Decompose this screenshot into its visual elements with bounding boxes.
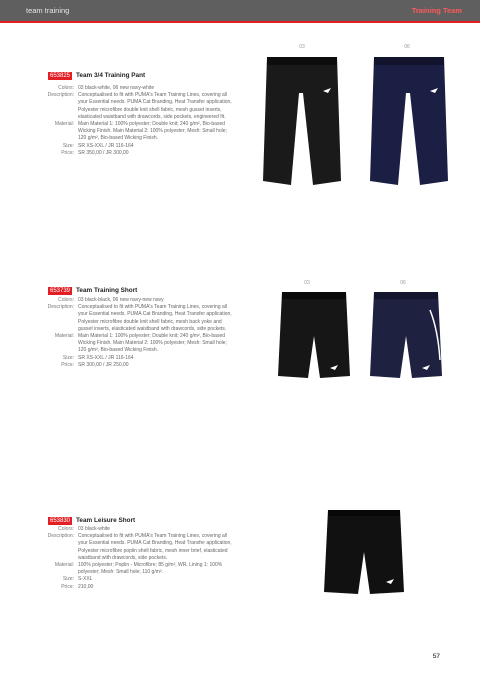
- product-specs: [0, 526, 233, 591]
- spec-size: Size: S-XXL: [62, 576, 93, 583]
- product-code: 653830: [50, 518, 71, 524]
- pant-navy-image: [368, 53, 450, 191]
- section-title: team training: [26, 6, 70, 15]
- header-divider: [0, 21, 480, 23]
- top-bar: [0, 0, 480, 22]
- pant-black-image: [261, 53, 343, 191]
- product-name: Team Training Short: [76, 287, 138, 294]
- spec-description: Description: Conceptualised to fit with PUMA's Team Training Lines, covering all your Essential needs. PUMA Cat Branding, Heat Transfer application, Polyester microfibre poplin shell fabric, mesh inner brief, elasticated waistband with drawcords, side pockets.: [47, 533, 232, 561]
- spec-description: Description: Conceptualised to fit with PUMA's Team Training Lines, covering all your Essential needs. PUMA Cat Branding, Heat Transfer application, Polyester microfibre double knit shell fabric, mesh back yoke and gusset inserts, elasticated waistband with drawcords, side pockets.: [47, 304, 232, 332]
- product-specs: [0, 297, 233, 369]
- spec-price: Price: SR 300,00 / JR 250,00: [61, 361, 129, 368]
- spec-description: Description: Conceptualised to fit with PUMA's Team Training Lines, covering all your Essential needs. PUMA Cat Branding, Heat Transfer application, Polyester microfibre double knit shell fabric, mesh gusset inserts, elasticated waistband with drawcords, side pockets, engineered fit.: [47, 92, 232, 120]
- spec-size: Size: SR XS-XXL / JR 116-164: [62, 354, 134, 361]
- variant-label: 03: [299, 44, 305, 50]
- category-title: Training Team: [411, 6, 462, 15]
- page-number: 57: [432, 653, 440, 660]
- product-name: Team 3/4 Training Pant: [76, 72, 146, 79]
- product-specs: [0, 85, 233, 157]
- spec-material: Material: 100% polyester; Poplin - Microfibre; 85 g/m², WR. Lining 1: 100% polyester; Mesh: Small hole; 110 g/m².: [54, 562, 223, 576]
- leisure-short-image: [322, 508, 406, 598]
- short-black-image: [276, 290, 352, 382]
- spec-price: Price: 210,00: [61, 583, 94, 590]
- short-navy-image: [368, 290, 444, 382]
- spec-colors: Colors: 03 black-white, 06 new navy-white: [58, 85, 155, 91]
- product-code: 653825: [50, 73, 71, 79]
- spec-price: Price: SR 350,00 / JR 300,00: [61, 149, 129, 156]
- spec-colors: Colors: 03 black-black, 06 new navy-new navy: [58, 297, 164, 303]
- variant-label: 06: [400, 280, 406, 286]
- product-code: 653739: [50, 288, 71, 294]
- spec-size: Size: SR XS-XXL / JR 116-164: [62, 142, 134, 149]
- variant-label: 03: [304, 280, 310, 286]
- variant-label: 06: [404, 44, 410, 50]
- spec-colors: Colors: 03 black-white: [58, 526, 110, 532]
- spec-material: Material: Main Material 1: 100% polyester; Double knit; 240 g/m², Bio-based Wicking Finish. Main Material 2: 100% polyester; Mesh: Small hole; 120 g/m², Bio-based Wicking Finish.: [54, 121, 227, 142]
- spec-material: Material: Main Material 1: 100% polyester; Double knit; 240 g/m², Bio-based Wicking Finish. Main Material 2: 100% polyester; Mesh: Small hole; 120 g/m², Bio-based Wicking Finish.: [54, 333, 227, 354]
- product-name: Team Leisure Short: [76, 517, 136, 524]
